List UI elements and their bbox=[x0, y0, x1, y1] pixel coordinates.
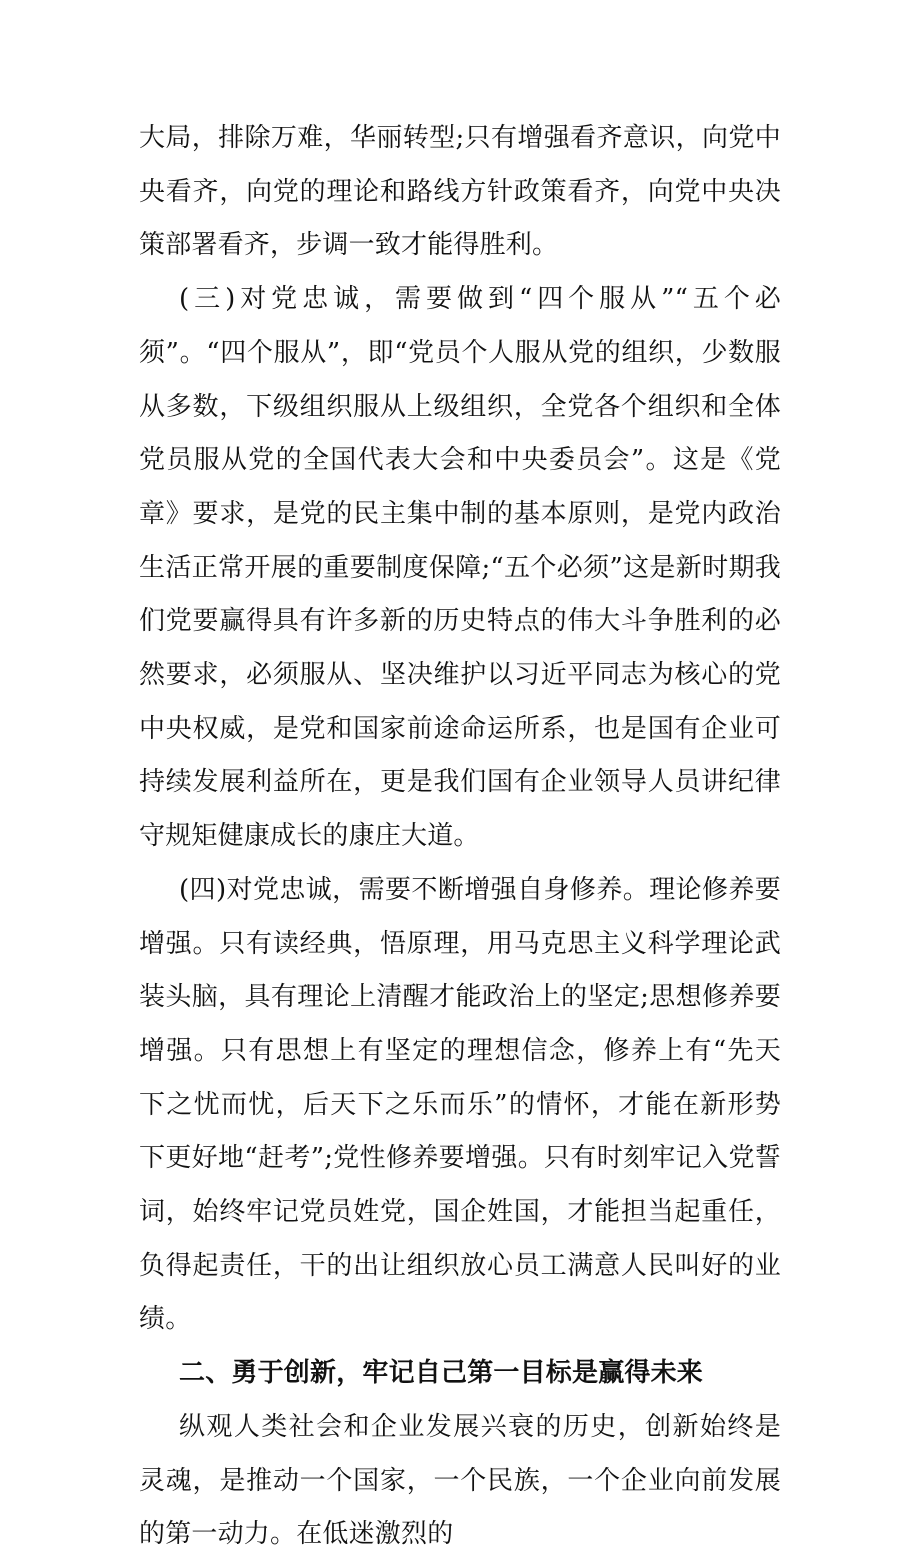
section-heading: 二、勇于创新，牢记自己第一目标是赢得未来 bbox=[179, 1358, 704, 1389]
paragraph-innovation-intro: 纵观人类社会和企业发展兴衰的历史，创新始终是灵魂，是推动一个国家，一个民族，一个企业向前发展的第一动力。在低迷激烈的 bbox=[139, 1411, 781, 1550]
document-body bbox=[139, 112, 781, 1562]
paragraph-section-four: (四)对党忠诚，需要不断增强自身修养。理论修养要增强。只有读经典，悟原理，用马克思主义科学理论武装头脑，具有理论上清醒才能政治上的坚定;思想修养要增强。只有思想上有坚定的理想信念，修养上有“先天下之忧而忧，后天下之乐而乐”的情怀，才能在新形势下更好地“赶考”;党性修养要增强。只有时刻牢记入党誓词，始终牢记党员姓党，国企姓国，才能担当起重任，负得起责任，干的出让组织放心员工满意人民叫好的业绩。 bbox=[139, 874, 781, 1335]
paragraph-continuation: 大局，排除万难，华丽转型;只有增强看齐意识，向党中央看齐，向党的理论和路线方针政策看齐，向党中央决策部署看齐，步调一致才能得胜利。 bbox=[139, 123, 781, 261]
paragraph-section-three: (三)对党忠诚，需要做到“四个服从”“五个必须”。“四个服从”，即“党员个人服从党的组织，少数服从多数，下级组织服从上级组织，全党各个组织和全体党员服从党的全国代表大会和中央委员会”。这是《党章》要求，是党的民主集中制的基本原则，是党内政治生活正常开展的重要制度保障;“五个必须”这是新时期我们党要赢得具有许多新的历史特点的伟大斗争胜利的必然要求，必须服从、坚决维护以习近平同志为核心的党中央权威，是党和国家前途命运所系，也是国有企业可持续发展利益所在，更是我们国有企业领导人员讲纪律守规矩健康成长的康庄大道。 bbox=[139, 284, 781, 852]
